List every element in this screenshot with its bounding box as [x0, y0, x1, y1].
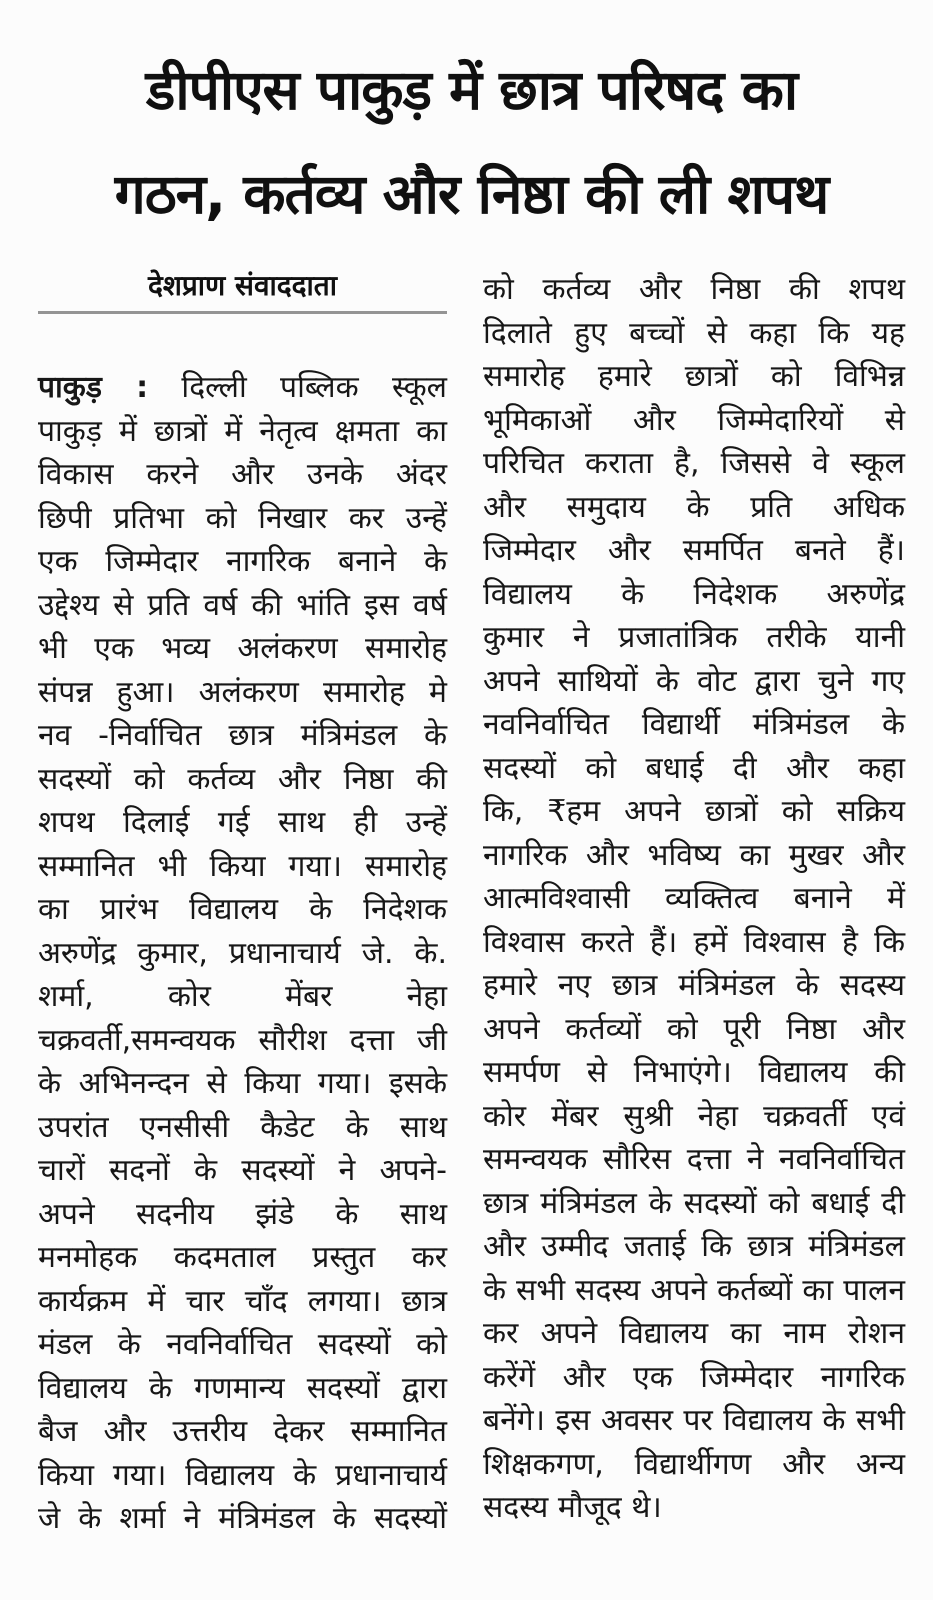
article-line: विश्वास करते हैं। हमें विश्वास है कि: [483, 924, 905, 960]
article-line: हमारे नए छात्र मंत्रिमंडल के सदस्य: [483, 968, 905, 1003]
article-line: चारों सदनों के सदस्यों ने अपने-: [38, 1153, 447, 1188]
article-line: नवनिर्वाचित विद्यार्थी मंत्रिमंडल के: [483, 707, 905, 742]
article-headline: [38, 38, 905, 246]
article-line: के सभी सदस्य अपने कर्तब्यों का पालन: [483, 1272, 905, 1308]
article-line: किया गया। विद्यालय के प्रधानाचार्य: [38, 1457, 447, 1493]
article-line: नागरिक और भविष्य का मुखर और: [483, 837, 905, 873]
right-column: [483, 268, 905, 1541]
article-line: बैज और उत्तरीय देकर सम्मानित: [38, 1414, 447, 1449]
article-line: अपने साथियों के वोट द्वारा चुने गए: [483, 663, 905, 699]
left-column: [38, 268, 447, 1541]
article-line: छिपी प्रतिभा को निखार कर उन्हें: [38, 500, 447, 536]
article-line: कोर मेंबर सुश्री नेहा चक्रवर्ती एवं: [483, 1098, 905, 1134]
article-line: विद्यालय के निदेशक अरुणेंद्र: [483, 576, 905, 612]
dateline-rest: दिल्ली पब्लिक स्कूल: [181, 370, 448, 405]
article-line: सम्मानित भी किया गया। समारोह: [38, 848, 447, 884]
article-line: कि, ₹हम अपने छात्रों को सक्रिय: [483, 794, 905, 829]
byline-block: [38, 268, 447, 314]
article-line: शपथ दिलाई गई साथ ही उन्हें: [38, 805, 447, 840]
article-line: सदस्यों को कर्तव्य और निष्ठा की: [38, 761, 447, 797]
article-line: संपन्न हुआ। अलंकरण समारोह मे: [38, 674, 447, 710]
article-line: दिलाते हुए बच्चों से कहा कि यह: [483, 315, 905, 351]
article-line: अपने कर्तव्यों को पूरी निष्ठा और: [483, 1011, 905, 1047]
article-line: करेंगें और एक जिम्मेदार नागरिक: [483, 1359, 905, 1395]
article-line: समारोह हमारे छात्रों को विभिन्न: [483, 359, 905, 394]
article-line: और उम्मीद जताई कि छात्र मंत्रिमंडल: [483, 1229, 905, 1264]
article-line: सदस्यों को बधाई दी और कहा: [483, 750, 905, 786]
article-line: मंडल के नवनिर्वाचित सदस्यों को: [38, 1327, 447, 1362]
article-lead-line: [38, 366, 447, 410]
article-line: उपरांत एनसीसी कैडेट के साथ: [38, 1109, 447, 1145]
article-line: पाकुड़ में छात्रों में नेतृत्व क्षमता का: [38, 413, 447, 449]
article-line: आत्मविश्वासी व्यक्तित्व बनाने में: [483, 881, 905, 916]
article-line: बनेंगे। इस अवसर पर विद्यालय के सभी: [483, 1403, 905, 1438]
dateline-bold: पाकुड़ :: [38, 370, 149, 405]
left-column-text: [38, 366, 447, 1541]
headline-line-1: डीपीएस पाकुड़ में छात्र परिषद का: [145, 58, 798, 122]
article-line: समर्पण से निभाएंगे। विद्यालय की: [483, 1055, 905, 1090]
article-line: अरुणेंद्र कुमार, प्रधानाचार्य जे. के.: [38, 935, 447, 971]
article-line: नव -निर्वाचित छात्र मंत्रिमंडल के: [38, 718, 447, 753]
article-line: शर्मा, कोर मेंबर नेहा: [38, 979, 447, 1014]
article-line: चक्रवर्ती,समन्वयक सौरीश दत्ता जी: [38, 1022, 447, 1058]
article-line: एक जिम्मेदार नागरिक बनाने के: [38, 544, 447, 579]
article-line: भी एक भव्य अलंकरण समारोह: [38, 631, 447, 666]
article-line: छात्र मंत्रिमंडल के सदस्यों को बधाई दी: [483, 1185, 905, 1221]
article-columns: [38, 268, 905, 1541]
article-line: मनमोहक कदमताल प्रस्तुत कर: [38, 1240, 447, 1275]
headline-line-2: गठन, कर्तव्य और निष्ठा की ली शपथ: [114, 162, 829, 226]
article-line: परिचित कराता है, जिससे वे स्कूल: [483, 446, 905, 481]
article-line: उद्देश्य से प्रति वर्ष की भांति इस वर्ष: [38, 587, 447, 623]
article-line: को कर्तव्य और निष्ठा की शपथ: [483, 272, 905, 307]
article-line: भूमिकाओं और जिम्मेदारियों से: [483, 402, 905, 438]
article-line: और समुदाय के प्रति अधिक: [483, 489, 905, 525]
article-line: जे के शर्मा ने मंत्रिमंडल के सदस्यों: [38, 1501, 447, 1536]
article-line: अपने सदनीय झंडे के साथ: [38, 1196, 447, 1232]
article-line: समन्वयक सौरिस दत्ता ने नवनिर्वाचित: [483, 1142, 905, 1177]
article-line: का प्रारंभ विद्यालय के निदेशक: [38, 892, 447, 927]
article-line: शिक्षकगण, विद्यार्थीगण और अन्य: [483, 1446, 905, 1482]
article-line: कार्यक्रम में चार चाँद लगया। छात्र: [38, 1283, 447, 1319]
article-line: के अभिनन्दन से किया गया। इसके: [38, 1066, 447, 1101]
article-line: विकास करने और उनके अंदर: [38, 457, 447, 492]
byline-divider: [38, 311, 447, 314]
article-line: जिम्मेदार और समर्पित बनते हैं।: [483, 533, 905, 568]
byline: देशप्राण संवाददाता: [147, 269, 338, 302]
article-line: कर अपने विद्यालय का नाम रोशन: [483, 1316, 905, 1351]
article-line: कुमार ने प्रजातांत्रिक तरीके यानी: [483, 620, 905, 655]
article-line: विद्यालय के गणमान्य सदस्यों द्वारा: [38, 1370, 447, 1406]
article-line-last: सदस्य मौजूद थे।: [483, 1490, 662, 1525]
